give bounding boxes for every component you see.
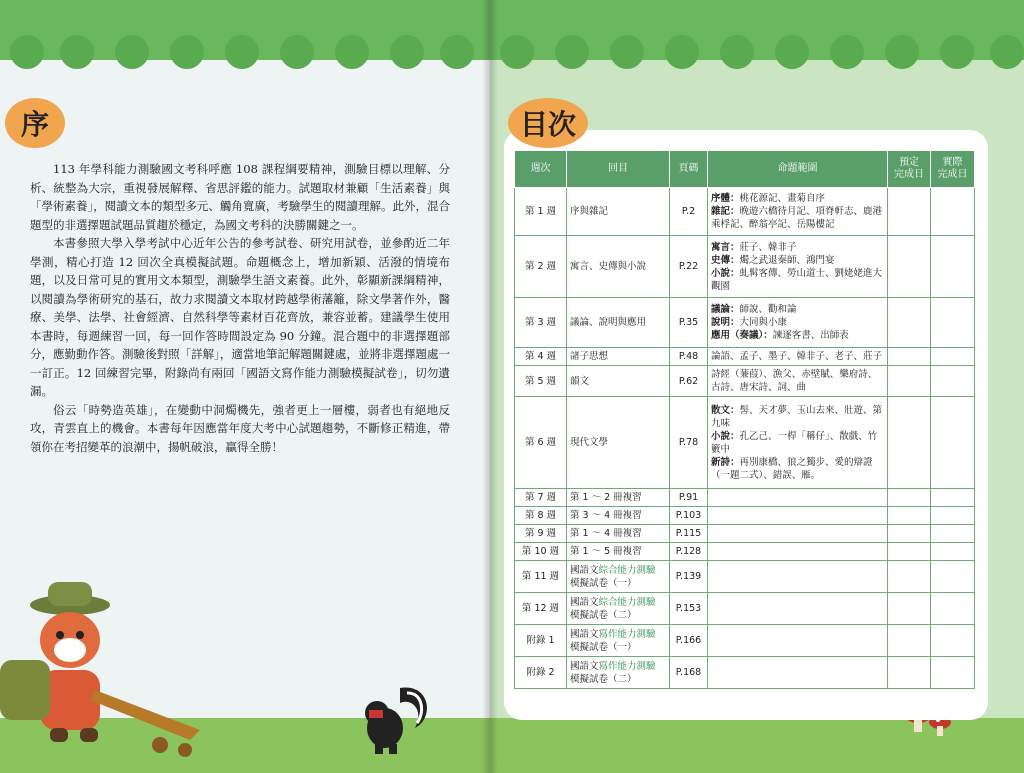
preface-paragraph: 俗云「時勢造英雄」，在變動中洞燭機先，強者更上一層樓，弱者也有絕地反攻，青雲直上的機會。本書每年因應當年度大考中心試題趨勢，不斷修正精進，帶領你在考招變革的浪潮中，揚帆破浪，贏得全勝！ [30,402,450,454]
preface-title: 序 [5,98,65,148]
row-planned-date[interactable] [888,525,931,543]
row-title: 序與雜記 [567,188,670,236]
row-actual-date[interactable] [931,543,975,561]
row-page: P.115 [670,525,708,543]
table-row [515,489,975,507]
row-planned-date[interactable] [888,489,931,507]
row-title: 國語文寫作能力測驗 模擬試卷（一） [567,625,670,657]
toc-header-row [515,151,975,188]
row-planned-date[interactable] [888,657,931,689]
row-planned-date[interactable] [888,236,931,298]
row-actual-date[interactable] [931,188,975,236]
row-title: 議論、說明與應用 [567,298,670,348]
table-row [515,593,975,625]
row-range [708,507,888,525]
row-planned-date[interactable] [888,507,931,525]
header-page: 頁碼 [670,151,708,188]
row-planned-date[interactable] [888,543,931,561]
row-week: 附錄 2 [515,657,567,689]
table-row [515,525,975,543]
row-title: 第 1 ～ 2 冊複習 [567,489,670,507]
header-week: 週次 [515,151,567,188]
table-row [515,236,975,298]
row-actual-date[interactable] [931,657,975,689]
row-page: P.91 [670,489,708,507]
table-row [515,543,975,561]
row-title: 第 1 ～ 4 冊複習 [567,525,670,543]
row-page: P.2 [670,188,708,236]
book-spine-shadow [482,0,498,773]
table-row [515,188,975,236]
row-week: 第 3 週 [515,298,567,348]
header-range: 命題範圍 [708,151,888,188]
row-planned-date[interactable] [888,348,931,366]
row-range [708,561,888,593]
row-week: 第 8 週 [515,507,567,525]
table-row [515,561,975,593]
skunk-illustration [355,678,435,758]
row-week: 第 4 週 [515,348,567,366]
row-week: 第 9 週 [515,525,567,543]
row-week: 第 1 週 [515,188,567,236]
row-planned-date[interactable] [888,561,931,593]
row-range [708,657,888,689]
row-actual-date[interactable] [931,593,975,625]
row-title: 國語文綜合能力測驗 模擬試卷（二） [567,593,670,625]
row-planned-date[interactable] [888,397,931,489]
row-range: 詩經（蒹葭）、漁父、赤壁賦、樂府詩、古詩、唐宋詩、詞、曲 [708,366,888,397]
row-page: P.48 [670,348,708,366]
row-week: 第 5 週 [515,366,567,397]
row-actual-date[interactable] [931,489,975,507]
row-actual-date[interactable] [931,507,975,525]
row-page: P.103 [670,507,708,525]
row-page: P.62 [670,366,708,397]
row-range [708,625,888,657]
row-title: 諸子思想 [567,348,670,366]
row-actual-date[interactable] [931,366,975,397]
row-range: 論語、孟子、墨子、韓非子、老子、莊子 [708,348,888,366]
row-title: 現代文學 [567,397,670,489]
preface-body [30,160,450,456]
row-actual-date[interactable] [931,298,975,348]
row-page: P.139 [670,561,708,593]
row-actual-date[interactable] [931,397,975,489]
row-range: 序體：桃花源記、畫菊自序 雜記：晚遊六橋待月記、項脊軒志、鹿港乘桴記、醉翁亭記、岳陽樓記 [708,188,888,236]
row-week: 附錄 1 [515,625,567,657]
row-page: P.78 [670,397,708,489]
row-title: 國語文寫作能力測驗 模擬試卷（二） [567,657,670,689]
header-planned-date: 預定 完成日 [888,151,931,188]
row-title: 國語文綜合能力測驗 模擬試卷（一） [567,561,670,593]
row-planned-date[interactable] [888,593,931,625]
toc-title: 目次 [508,98,588,148]
row-planned-date[interactable] [888,298,931,348]
table-row [515,366,975,397]
header-title: 回目 [567,151,670,188]
row-week: 第 7 週 [515,489,567,507]
row-actual-date[interactable] [931,348,975,366]
row-range: 散文：髻、天才夢、玉山去來、壯遊、第九味 小說：孔乙己、一桿「稱仔」、散戲、竹籔中 新詩：再別康橋、狼之獨步、愛的辯證（一題二式）、錯誤、雁。 [708,397,888,489]
table-row [515,657,975,689]
row-range: 議論：師說、勸和論 說明：大同與小康 應用（奏議）：諫逐客書、出師表 [708,298,888,348]
row-range [708,543,888,561]
row-actual-date[interactable] [931,525,975,543]
table-row [515,348,975,366]
preface-paragraph: 本書參照大學入學考試中心近年公告的參考試卷、研究用試卷，並參酌近二年學測，精心打造 12 回次全真模擬試題。命題概念上，增加新穎、活潑的情境布題，以及日常可見的實用文本類型，測驗學生語文素養。此外，彰顯新課綱精神，以閱讀為學術研究的基石，故力求閱讀文本取材跨越學術藩籬，除文學著作外，醫療、美學、法學、社會經濟、自然科學等素材百花齊放，兼容並蓄。建議學生使用本書時，每週練習一回，每一回作答時間設定為 90 分鐘。混合題中的非選擇題部分，應勤動作答。測驗後對照「詳解」，適當地筆記解題關鍵處，並將非選擇題處一一訂正。12 回練習完畢，附錄尚有兩回「國語文寫作能力測驗模擬試卷」，切勿遺漏。 [30,236,450,398]
row-title: 韻文 [567,366,670,397]
row-planned-date[interactable] [888,188,931,236]
row-page: P.168 [670,657,708,689]
row-actual-date[interactable] [931,561,975,593]
row-week: 第 12 週 [515,593,567,625]
row-page: P.35 [670,298,708,348]
row-planned-date[interactable] [888,625,931,657]
table-row [515,507,975,525]
row-range: 寓言：莊子、韓非子 史傳：燭之武退秦師、鴻門宴 小說：虬髯客傳、勞山道士、劉姥姥進大觀園 [708,236,888,298]
left-page [0,0,490,773]
table-row [515,298,975,348]
preface-paragraph: 113 年學科能力測驗國文考科呼應 108 課程綱要精神，測驗目標以理解、分析、統整為大宗，重視發展解釋、省思評鑑的能力。試題取材兼顧「生活素養」與「學術素養」，閱讀文本的類型多元、觸角寬廣，考驗學生的閱讀理解。此外，混合題型的非選擇題試題品質趨於穩定，為國文考科的決勝關鍵之一。 [30,162,450,232]
row-page: P.153 [670,593,708,625]
row-actual-date[interactable] [931,625,975,657]
toc-table [514,150,975,689]
row-range [708,525,888,543]
row-title: 第 1 ～ 5 冊複習 [567,543,670,561]
row-title: 寓言、史傳與小說 [567,236,670,298]
header-actual-date: 實際 完成日 [931,151,975,188]
row-page: P.22 [670,236,708,298]
fox-explorer-illustration [0,580,210,770]
table-row [515,625,975,657]
row-title: 第 3 ～ 4 冊複習 [567,507,670,525]
row-range [708,593,888,625]
row-page: P.128 [670,543,708,561]
row-week: 第 10 週 [515,543,567,561]
row-page: P.166 [670,625,708,657]
row-week: 第 11 週 [515,561,567,593]
row-week: 第 2 週 [515,236,567,298]
row-week: 第 6 週 [515,397,567,489]
row-planned-date[interactable] [888,366,931,397]
row-actual-date[interactable] [931,236,975,298]
row-range [708,489,888,507]
table-row [515,397,975,489]
